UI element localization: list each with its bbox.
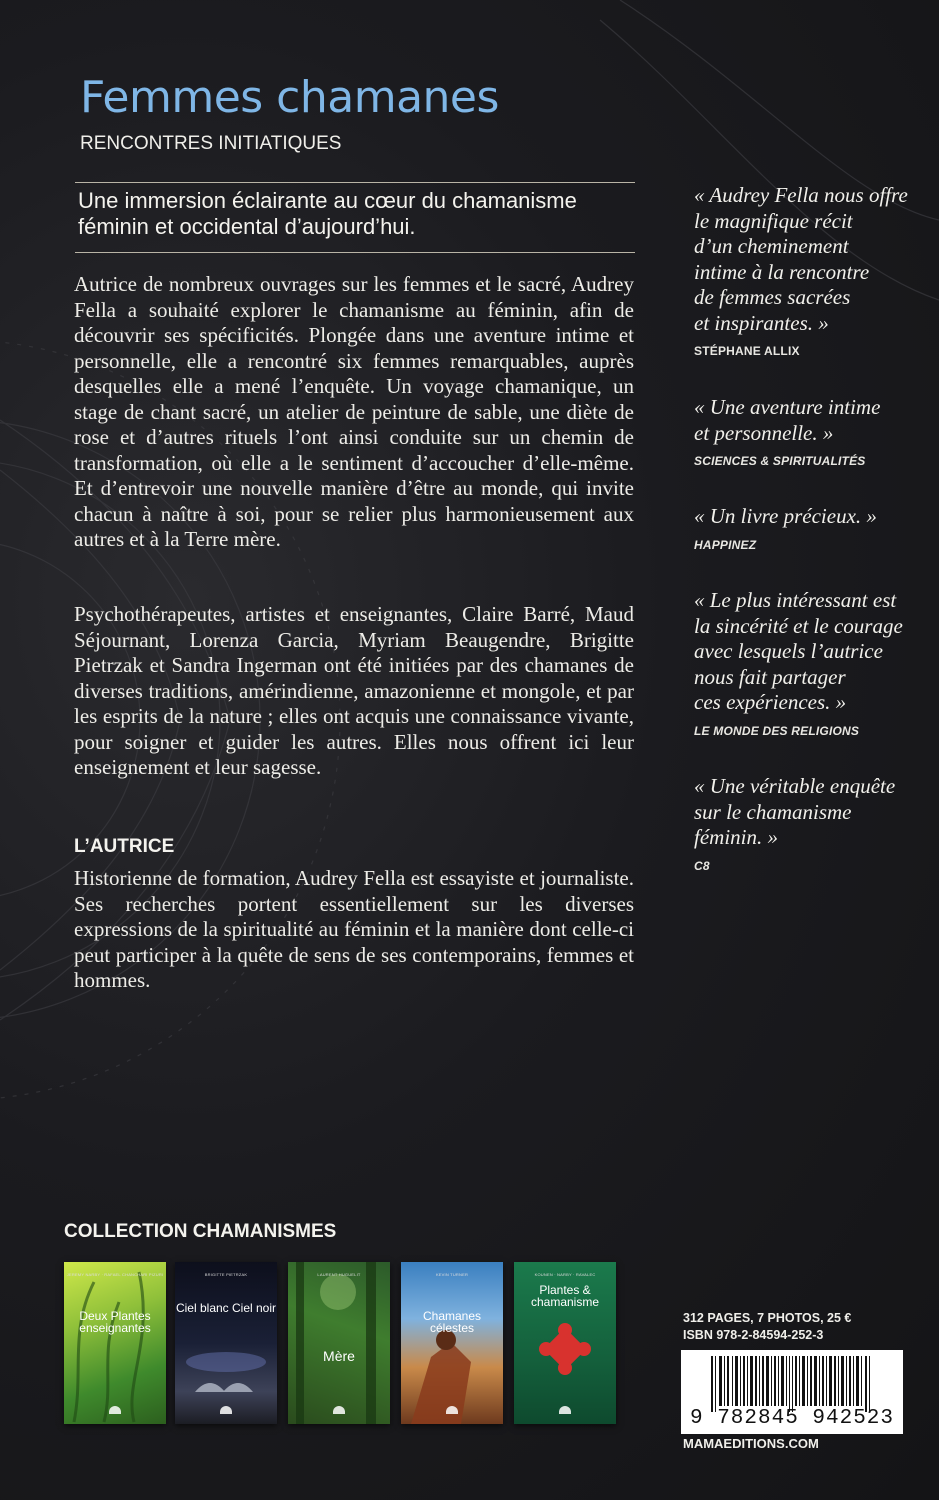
cover-title: Mère <box>323 1348 355 1364</box>
product-info <box>683 1310 851 1344</box>
collection-book-cover[interactable] <box>64 1262 166 1424</box>
yurt-night-icon <box>175 1262 277 1424</box>
quote-source: HAPPINEZ <box>694 537 757 552</box>
quote-source: SCIENCES & SPIRITUALITÉS <box>694 454 866 468</box>
collection-book-cover[interactable] <box>401 1262 503 1424</box>
press-quote <box>694 395 934 468</box>
barcode <box>681 1350 903 1434</box>
collection-book-cover[interactable] <box>288 1262 390 1424</box>
press-quote <box>694 774 934 873</box>
isbn: ISBN 978-2-84594-252-3 <box>683 1328 824 1342</box>
quote-text: « Le plus intéressant est la sincérité et le courage avec lesquels l’autrice nous fait partager ces expériences. » <box>694 588 903 714</box>
press-quote <box>694 183 934 358</box>
publisher-logo-icon <box>446 1406 458 1414</box>
cover-author: LAURENT HUGUELIT <box>317 1272 361 1277</box>
collection-book-cover[interactable] <box>175 1262 277 1424</box>
publisher-logo-icon <box>559 1406 571 1414</box>
lead-text: Une immersion éclairante au cœur du chamanisme féminin et occidental d’aujourd’hui. <box>78 188 577 239</box>
quote-source: LE MONDE DES RELIGIONS <box>694 723 860 738</box>
description-paragraph-1: Autrice de nombreux ouvrages sur les femmes et le sacré, Audrey Fella a souhaité explorer le chamanisme au féminin, afin de découvrir ses spécificités. Plongée dans une aventure intime et personnelle, elle a rencontré six femmes remarquables, auprès desquelles elle a mené l’enquête. Un voyage chamanique, un stage de chant sacré, un atelier de peinture de sable, une diète de rose et d’autres rituels l’ont ainsi conduite sur un chemin de transformation, où elle a le sentiment d’accoucher d’elle-même. Et d’entrevoir une nouvelle manière d’être au monde, qui invite chacun à naître à soi, pour se relier plus harmonieusement aux autres et à la Terre mère. <box>74 272 634 551</box>
barcode-number: 9 782845 942523 <box>689 1407 895 1430</box>
author-heading: L’AUTRICE <box>74 836 175 857</box>
quote-source: C8 <box>694 858 710 873</box>
description-paragraph-2: Psychothérapeutes, artistes et enseignantes, Claire Barré, Maud Séjournant, Lorenza Garcia, Myriam Beaugendre, Brigitte Pietrzak et Sandra Ingerman ont été initiées par des chamanes de diverses traditions, amérindienne, amazonienne et mongole, et par les esprits de la nature ; elles ont acquis une connaissance vivante, pour soigner et guider les autres. Elles nous offrent ici leur enseignement et leur sagesse. <box>74 602 634 779</box>
collection-title: COLLECTION CHAMANISMES <box>64 1221 337 1242</box>
forest-icon <box>288 1262 390 1424</box>
cover-author: BRIGITTE PIETRZAK <box>204 1272 248 1277</box>
book-title: Femmes chamanes <box>80 72 499 123</box>
cover-title: Chamanes célestes <box>422 1309 482 1335</box>
publisher-logo-icon <box>220 1406 232 1414</box>
quote-text: « Un livre précieux. » <box>694 504 877 528</box>
quote-text: « Une aventure intime et personnelle. » <box>694 395 881 445</box>
quote-source: STÉPHANE ALLIX <box>694 344 800 358</box>
cover-title: Plantes & chamanisme <box>530 1283 600 1309</box>
cover-title: Ciel blanc Ciel noir <box>175 1301 277 1315</box>
publisher-logo-icon <box>109 1406 121 1414</box>
cover-title: Deux Plantes enseignantes <box>79 1309 151 1335</box>
cover-author: JEREMY NARBY · RAFAEL CHANCHARI PIZURI <box>66 1272 164 1277</box>
quote-text: « Audrey Fella nous offre le magnifique récit d’un cheminement intime à la rencontre de femmes sacrées et inspirantes. » <box>694 183 908 335</box>
cover-author: KOUNEN · NARBY · RAVALEC <box>534 1272 596 1277</box>
pages-price: 312 PAGES, 7 PHOTOS, 25 € <box>683 1311 852 1325</box>
publisher-logo-icon <box>333 1406 345 1414</box>
cover-author: KEVIN TURNER <box>435 1272 469 1277</box>
press-quote <box>694 588 934 738</box>
quote-text: « Une véritable enquête sur le chamanisme féminin. » <box>694 774 896 849</box>
collection-book-cover[interactable] <box>514 1262 616 1424</box>
shaman-figure-icon <box>401 1262 503 1424</box>
plant-pattern-icon <box>64 1262 166 1424</box>
author-bio: Historienne de formation, Audrey Fella est essayiste et journaliste. Ses recherches portent essentiellement sur les diverses expressions de la spiritualité au féminin et la manière dont celle-ci peut participer à la quête de sens de ses contemporains, femmes et hommes. <box>74 866 634 992</box>
bottom-divider <box>75 252 635 253</box>
publisher-website[interactable]: MAMAEDITIONS.COM <box>683 1436 819 1451</box>
book-subtitle: RENCONTRES INITIATIQUES <box>80 133 342 154</box>
press-quote <box>694 504 934 552</box>
top-divider <box>75 182 635 183</box>
